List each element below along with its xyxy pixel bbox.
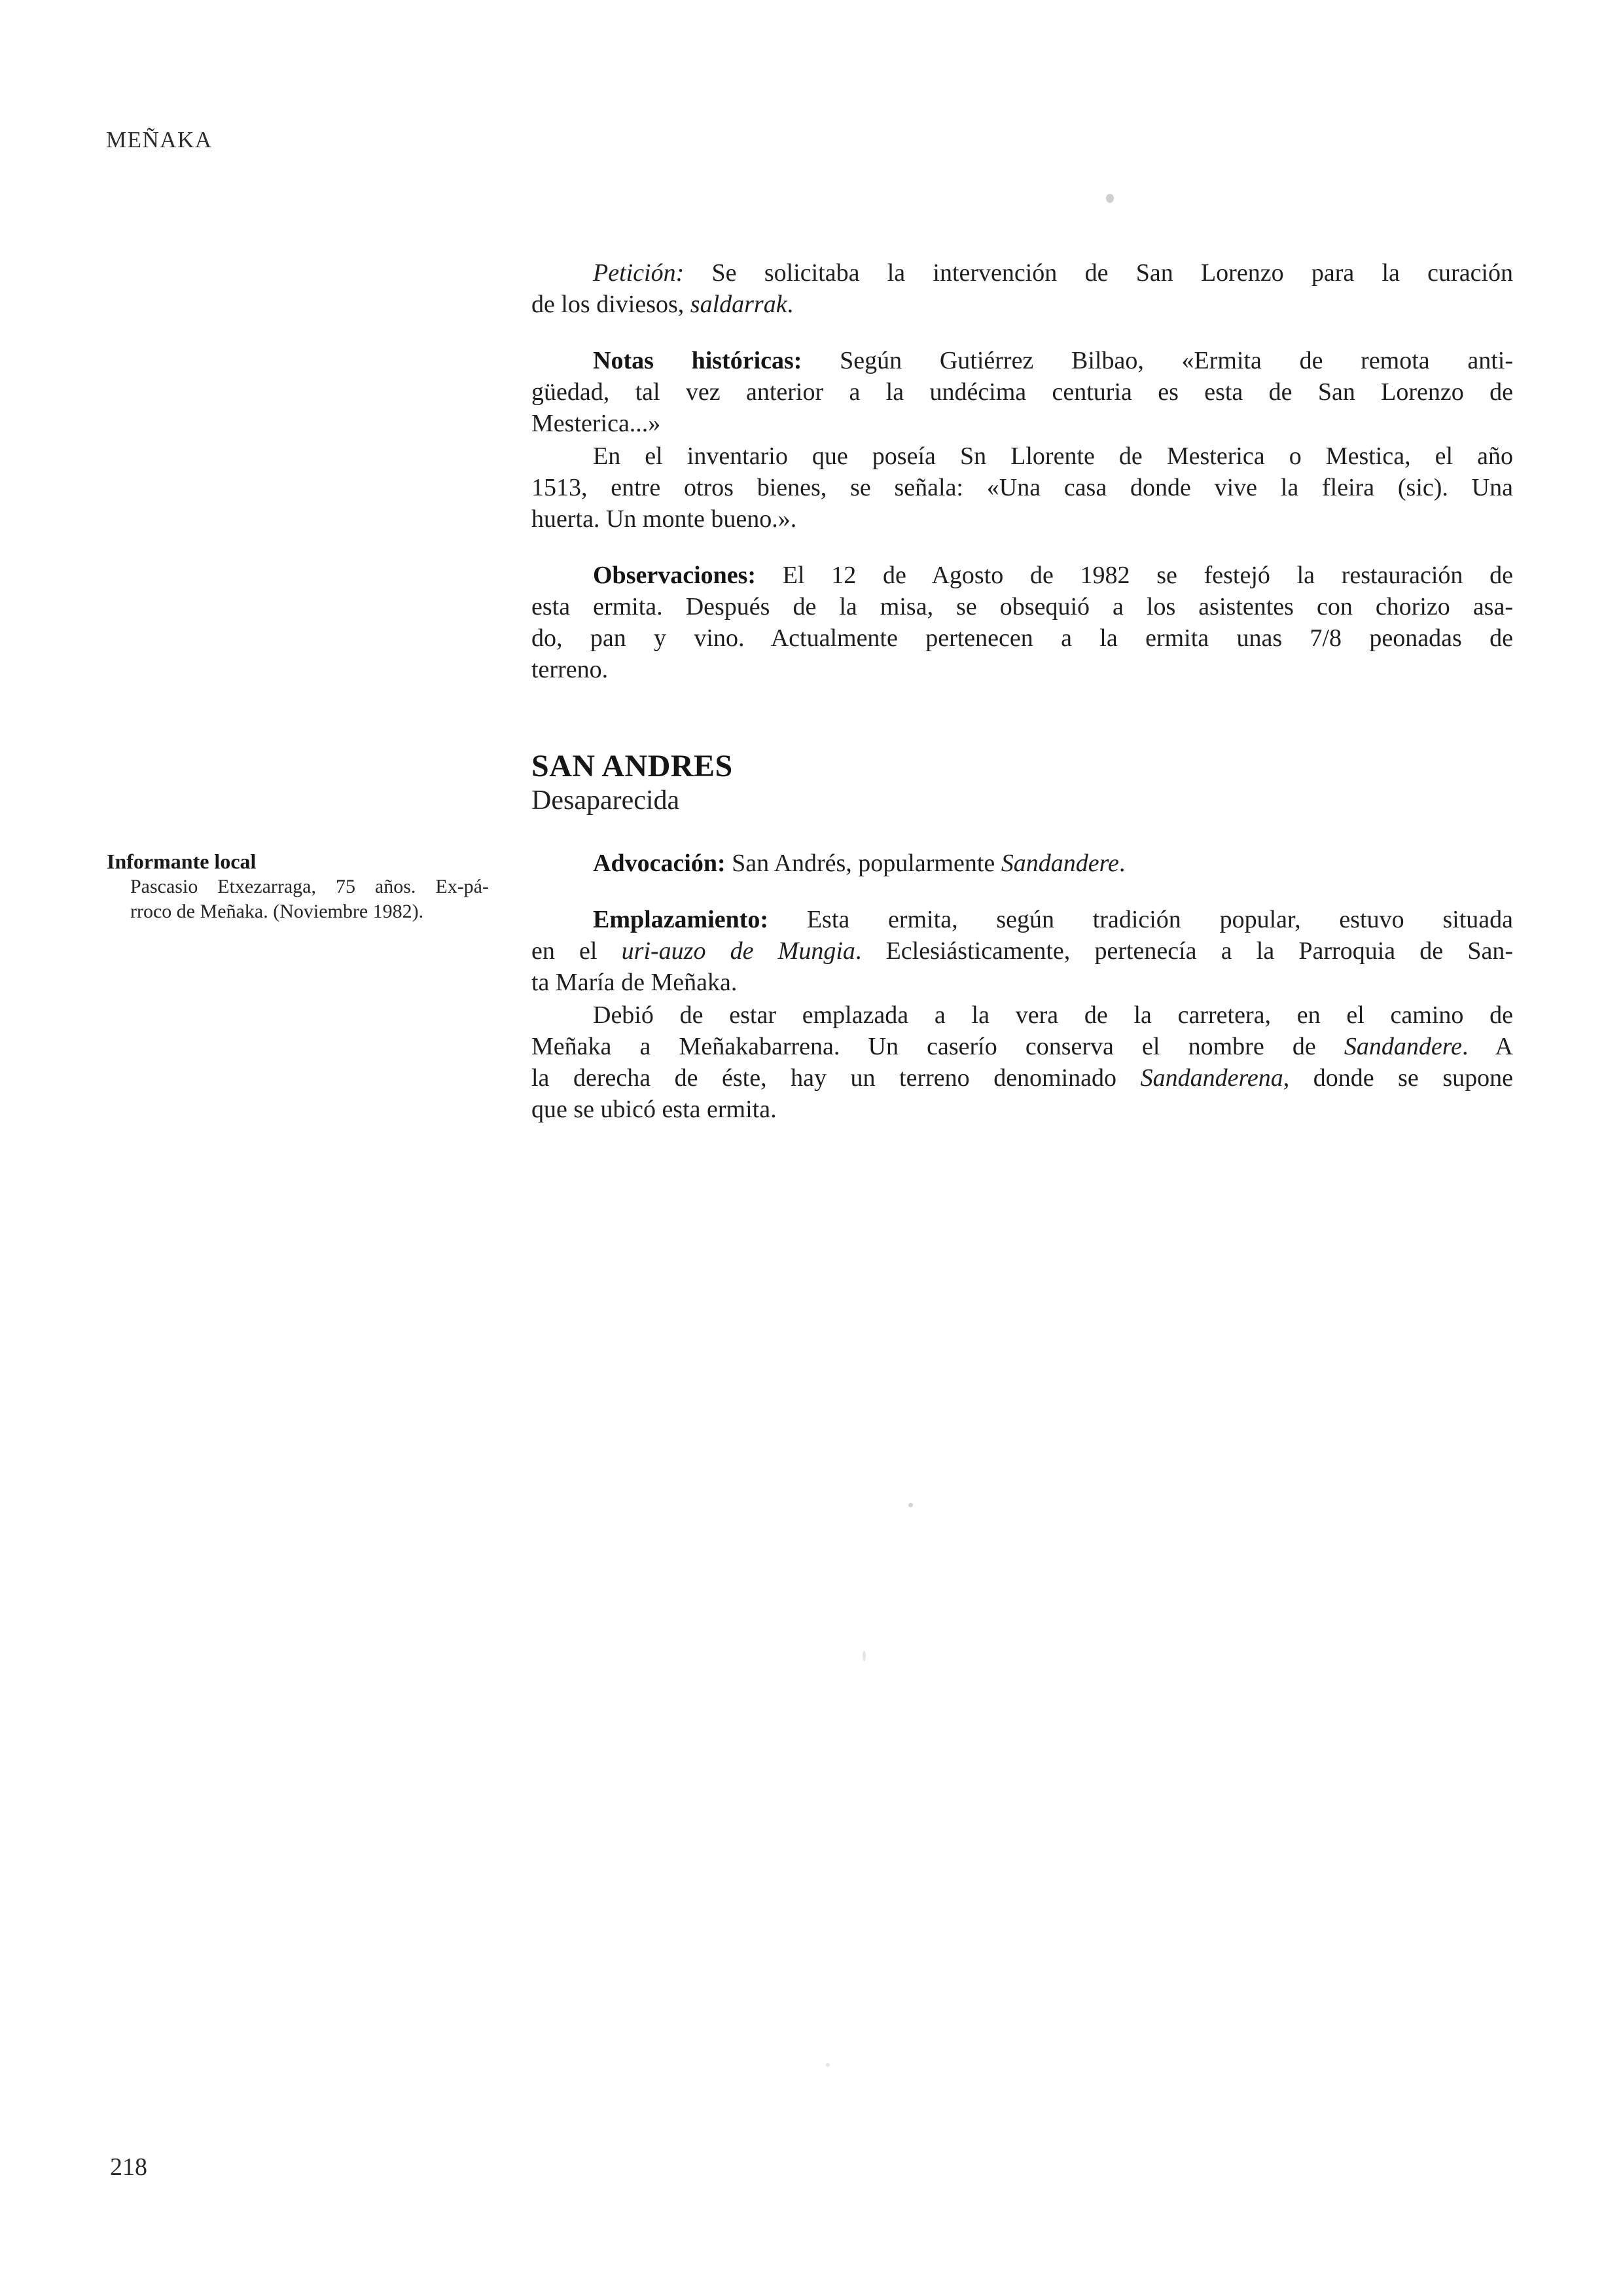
text-run: Debió de estar emplazada a la vera de la carretera, en el camino de (593, 1001, 1513, 1029)
text-line (531, 257, 1513, 289)
paragraph (531, 345, 1513, 439)
text-run: terreno. (531, 656, 609, 683)
paragraph (531, 560, 1513, 685)
scan-speck (863, 1651, 866, 1661)
text-run: Petición: (593, 259, 685, 287)
text-run: San Andrés, popularmente (725, 850, 1001, 877)
text-run: Sandandere (1344, 1033, 1462, 1060)
sidebar-note-body (107, 874, 489, 924)
text-run: ta María de Meñaka. (531, 969, 738, 996)
scan-speck (908, 1503, 913, 1507)
text-run: de los diviesos, (531, 291, 690, 318)
text-line (531, 289, 1513, 320)
running-header: MEÑAKA (106, 127, 213, 152)
text-run: en el (531, 937, 622, 965)
text-line (531, 503, 1513, 535)
text-run: El 12 de Agosto de 1982 se festejó la restauración de (756, 562, 1513, 589)
text-line (531, 1031, 1513, 1062)
sidebar-note-line: Pascasio Etxezarraga, 75 años. Ex-pá- (130, 876, 489, 897)
text-run: la derecha de éste, hay un terreno denominado (531, 1064, 1141, 1092)
text-run: Advocación: (593, 850, 726, 877)
text-run: esta ermita. Después de la misa, se obsequió a los asistentes con chorizo asa- (531, 593, 1513, 620)
sidebar-note-title: Informante local (107, 850, 257, 873)
text-line (531, 848, 1513, 879)
text-run: Se solicitaba la intervención de San Lorenzo para la curación (684, 259, 1513, 287)
text-line (531, 967, 1513, 998)
text-run: 1513, entre otros bienes, se señala: «Una casa donde vive la fleira (sic). Una (531, 474, 1513, 501)
text-run: güedad, tal vez anterior a la undécima centuria es esta de San Lorenzo de (531, 378, 1513, 406)
text-run: que se ubicó esta ermita. (531, 1096, 777, 1123)
text-line (531, 408, 1513, 439)
text-run: Meñaka a Meñakabarrena. Un caserío conserva el nombre de (531, 1033, 1344, 1060)
text-run: . (787, 291, 794, 318)
main-column (531, 257, 1513, 1125)
text-run: . Eclesiásticamente, pertenecía a la Parroquia de San- (855, 937, 1513, 965)
text-run: . (1118, 850, 1126, 877)
sidebar-note-line: rroco de Meñaka. (Noviembre 1982). (130, 901, 424, 922)
text-line (531, 1062, 1513, 1094)
scan-speck (1106, 194, 1114, 203)
scan-speck (826, 2063, 830, 2067)
text-run: . A (1462, 1033, 1513, 1060)
text-line (531, 999, 1513, 1031)
paragraph (531, 440, 1513, 535)
text-run: Sandandere (1001, 850, 1119, 877)
text-run: saldarrak (690, 291, 787, 318)
section-subheading: Desaparecida (531, 785, 680, 816)
text-run: En el inventario que poseía Sn Llorente de Mesterica o Mestica, el año (593, 442, 1513, 470)
text-run: Emplazamiento: (593, 906, 769, 933)
paragraph (531, 257, 1513, 320)
text-line (531, 904, 1513, 935)
page-number: 218 (110, 2153, 147, 2181)
paragraph (531, 904, 1513, 998)
text-run: Esta ermita, según tradición popular, estuvo situada (768, 906, 1513, 933)
text-line (531, 1094, 1513, 1125)
text-line (531, 935, 1513, 967)
text-line (531, 472, 1513, 503)
text-line (531, 345, 1513, 376)
text-run: Mesterica...» (531, 410, 661, 437)
text-run: Sandanderena (1140, 1064, 1283, 1092)
text-line (531, 654, 1513, 685)
text-run: uri-auzo de Mungia (621, 937, 855, 965)
text-run: , donde se supone (1283, 1064, 1513, 1092)
text-run: huerta. Un monte bueno.». (531, 505, 797, 533)
text-run: do, pan y vino. Actualmente pertenecen a la ermita unas 7/8 peonadas de (531, 624, 1513, 652)
text-line (531, 376, 1513, 408)
text-line (531, 591, 1513, 622)
sidebar-note (107, 848, 489, 924)
text-line (531, 622, 1513, 654)
paragraph (531, 999, 1513, 1125)
text-run: Notas históricas: (593, 347, 802, 374)
text-run: Según Gutiérrez Bilbao, «Ermita de remota anti- (802, 347, 1513, 374)
paragraph (531, 848, 1513, 879)
section-heading: SAN ANDRES (531, 749, 733, 783)
text-line (531, 560, 1513, 591)
text-line (531, 440, 1513, 472)
text-run: Observaciones: (593, 562, 757, 589)
